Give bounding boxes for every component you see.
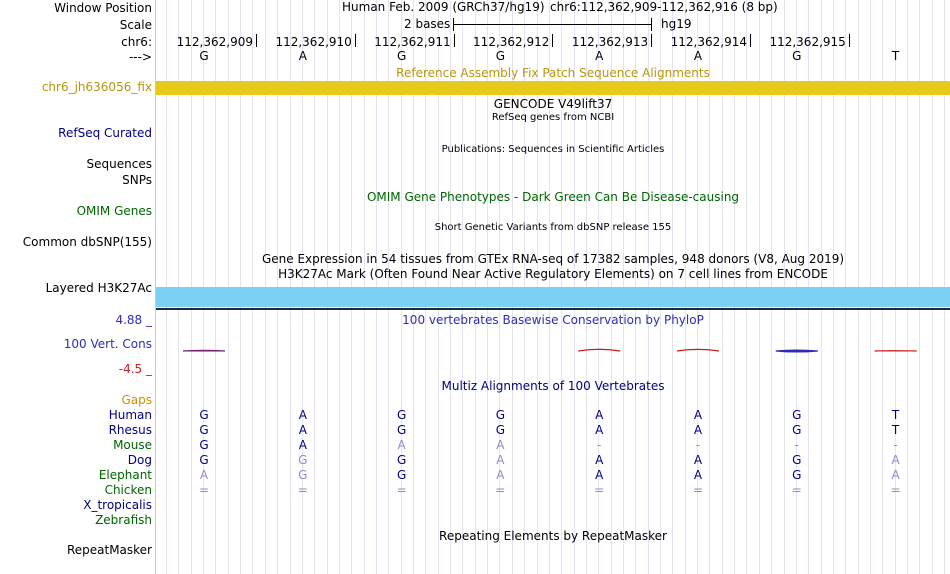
- h3k27ac-signal-bar[interactable]: [156, 287, 950, 307]
- dbsnp-title: Short Genetic Variants from dbSNP release 155: [434, 222, 672, 233]
- db-name: hg19: [661, 17, 692, 31]
- phylop-label[interactable]: 100 Vert. Cons: [63, 337, 152, 351]
- alignment-base: =: [198, 483, 210, 497]
- coordinate-label: 112,362,910: [275, 35, 352, 49]
- coordinate-tick: [355, 34, 356, 47]
- alignment-base: -: [597, 438, 602, 452]
- phylop-max: 4.88 _: [115, 313, 152, 327]
- position-readout: chr6:112,362,909-112,362,916 (8 bp): [550, 0, 778, 14]
- phylop-score-mark: [776, 350, 818, 352]
- refseq-label[interactable]: RefSeq Curated: [58, 126, 152, 140]
- alignment-base: G: [495, 423, 506, 437]
- alignment-base: G: [396, 468, 407, 482]
- phylop-score-mark: [578, 349, 620, 351]
- h3k27ac-label[interactable]: Layered H3K27Ac: [45, 281, 152, 295]
- phylop-plot[interactable]: [156, 330, 950, 370]
- fix-patch-bar[interactable]: [156, 81, 950, 95]
- alignment-base: G: [199, 408, 209, 422]
- alignment-base: -: [893, 438, 898, 452]
- omim-label[interactable]: OMIM Genes: [76, 204, 152, 218]
- sequences-label[interactable]: Sequences: [86, 157, 152, 171]
- alignment-base: G: [792, 453, 802, 467]
- scale-bar-right-cap: [651, 18, 652, 31]
- alignment-base: A: [496, 468, 505, 482]
- reference-base: T: [891, 49, 900, 63]
- reference-base: A: [595, 49, 604, 63]
- species-label[interactable]: Elephant: [98, 468, 152, 482]
- alignment-base: A: [298, 438, 307, 452]
- multiz-title: Multiz Alignments of 100 Vertebrates: [441, 379, 665, 393]
- coordinate-tick: [256, 34, 257, 47]
- repeat-title: Repeating Elements by RepeatMasker: [439, 529, 667, 543]
- species-label[interactable]: Rhesus: [108, 423, 152, 437]
- alignment-base: A: [595, 423, 604, 437]
- strand-label: --->: [128, 50, 152, 64]
- fix-patch-label[interactable]: chr6_jh636056_fix: [41, 80, 152, 94]
- publications-title: Publications: Sequences in Scientific Articles: [441, 144, 665, 155]
- alignment-base: A: [496, 453, 505, 467]
- alignment-base: A: [595, 408, 604, 422]
- h3k27ac-baseline: [156, 308, 950, 310]
- alignment-base: =: [791, 483, 802, 497]
- alignment-base: A: [298, 423, 307, 437]
- alignment-base: A: [891, 453, 900, 467]
- assembly-title: Human Feb. 2009 (GRCh37/hg19): [342, 0, 545, 14]
- alignment-base: -: [794, 438, 799, 452]
- coordinate-tick: [750, 34, 751, 47]
- omim-title: OMIM Gene Phenotypes - Dark Green Can Be Disease-causing: [366, 190, 740, 204]
- phylop-score-mark: [677, 349, 719, 351]
- species-label[interactable]: Human: [108, 408, 152, 422]
- gencode-title: GENCODE V49lift37: [493, 97, 613, 111]
- reference-base: A: [693, 49, 703, 63]
- alignment-base: T: [891, 423, 900, 437]
- alignment-base: A: [693, 453, 703, 467]
- alignment-base: G: [792, 423, 802, 437]
- alignment-base: G: [199, 438, 209, 452]
- repeat-label[interactable]: RepeatMasker: [66, 543, 152, 557]
- dbsnp-label[interactable]: Common dbSNP(155): [22, 235, 152, 249]
- alignment-base: A: [199, 468, 209, 482]
- coordinate-tick: [651, 34, 652, 47]
- snps-label[interactable]: SNPs: [122, 173, 152, 187]
- alignment-base: A: [595, 468, 604, 482]
- alignment-base: G: [792, 408, 802, 422]
- alignment-base: -: [695, 438, 701, 452]
- scale-label: Scale: [119, 18, 152, 32]
- gaps-label[interactable]: Gaps: [121, 393, 152, 407]
- alignment-base: G: [792, 468, 802, 482]
- h3k27ac-title: H3K27Ac Mark (Often Found Near Active Regulatory Elements) on 7 cell lines from ENCODE: [278, 267, 828, 281]
- reference-base: G: [792, 49, 802, 63]
- alignment-base: =: [297, 483, 308, 497]
- alignment-base: A: [496, 438, 505, 452]
- species-label[interactable]: Dog: [127, 453, 152, 467]
- phylop-min: -4.5 _: [118, 362, 152, 376]
- alignment-base: A: [397, 438, 406, 452]
- coordinate-label: 112,362,909: [176, 35, 253, 49]
- alignment-base: =: [594, 483, 605, 497]
- alignment-base: =: [692, 483, 704, 497]
- alignment-base: G: [298, 453, 308, 467]
- alignment-base: G: [298, 468, 308, 482]
- reference-base: G: [396, 49, 407, 63]
- species-label[interactable]: X_tropicalis: [83, 498, 152, 512]
- coordinate-label: 112,362,914: [670, 35, 747, 49]
- refseq-title: RefSeq genes from NCBI: [491, 112, 615, 123]
- alignment-base: =: [396, 483, 407, 497]
- gtex-title: Gene Expression in 54 tissues from GTEx RNA-seq of 17382 samples, 948 donors (V8, Aug 2019): [261, 252, 845, 266]
- phylop-title: 100 vertebrates Basewise Conservation by PhyloP: [402, 313, 704, 327]
- coordinate-tick: [849, 34, 850, 47]
- alignment-base: G: [396, 408, 407, 422]
- reference-base: A: [298, 49, 307, 63]
- window-position-label: Window Position: [54, 1, 152, 15]
- species-label[interactable]: Chicken: [104, 483, 152, 497]
- alignment-base: A: [693, 408, 703, 422]
- coordinate-label: 112,362,915: [769, 35, 846, 49]
- alignment-base: G: [199, 453, 209, 467]
- reference-base: G: [199, 49, 209, 63]
- alignment-base: =: [890, 483, 901, 497]
- alignment-base: G: [495, 408, 506, 422]
- species-label[interactable]: Zebrafish: [95, 513, 152, 527]
- alignment-base: G: [396, 423, 407, 437]
- coordinate-label: 112,362,912: [473, 35, 550, 49]
- alignment-base: G: [199, 423, 209, 437]
- alignment-base: =: [495, 483, 506, 497]
- alignment-base: A: [891, 468, 900, 482]
- species-label[interactable]: Mouse: [113, 438, 152, 452]
- scale-bar: [453, 24, 652, 25]
- coordinate-label: 112,362,913: [571, 35, 649, 49]
- alignment-base: A: [693, 423, 703, 437]
- alignment-base: A: [595, 453, 604, 467]
- alignment-base: A: [693, 468, 703, 482]
- coordinate-tick: [454, 34, 455, 47]
- coordinate-label: 112,362,911: [374, 35, 451, 49]
- alignment-base: A: [298, 408, 307, 422]
- alignment-base: G: [396, 453, 407, 467]
- coordinate-tick: [552, 34, 553, 47]
- reference-base: G: [495, 49, 506, 63]
- alignment-base: T: [891, 408, 900, 422]
- scale-text: 2 bases: [404, 17, 451, 31]
- chromosome-label: chr6:: [121, 35, 152, 49]
- fix-patch-title: Reference Assembly Fix Patch Sequence Alignments: [396, 66, 710, 80]
